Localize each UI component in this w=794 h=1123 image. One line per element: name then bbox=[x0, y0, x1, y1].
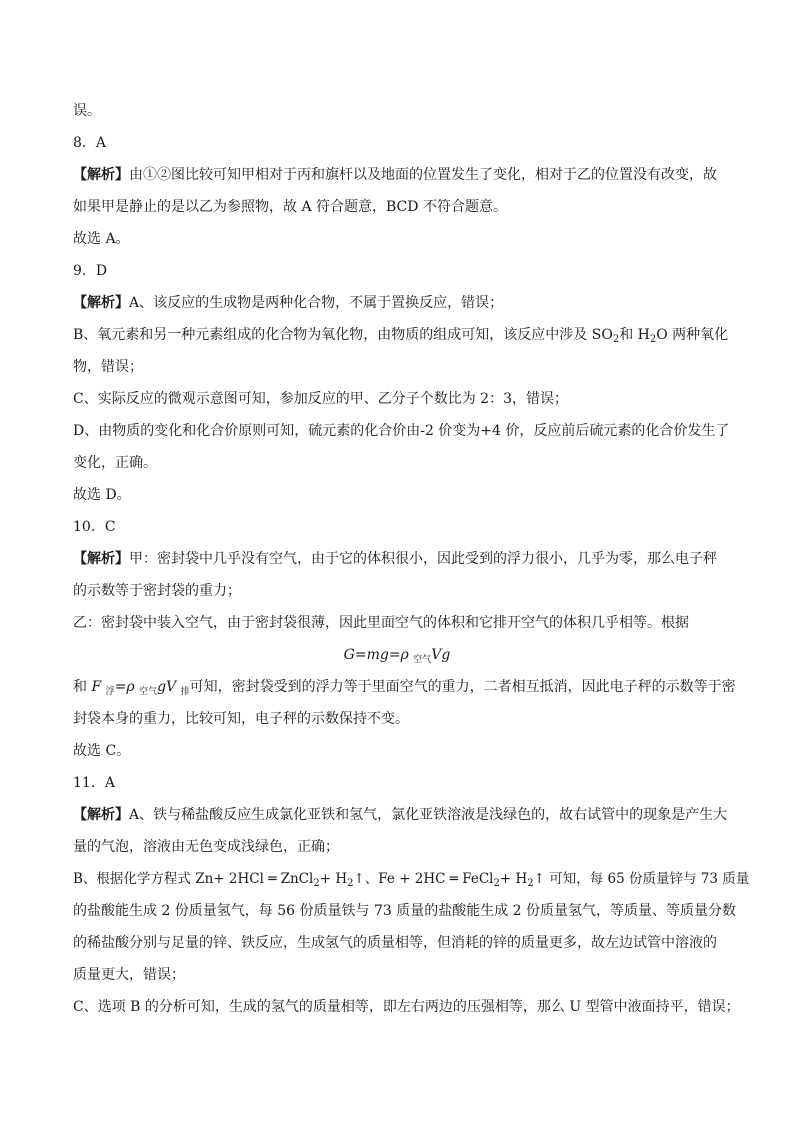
analysis-tag: 【解析】 bbox=[73, 295, 129, 311]
text: ↑ 可知，每 65 份质量锌与 73 质量 bbox=[533, 871, 750, 887]
analysis-tag: 【解析】 bbox=[73, 551, 129, 567]
analysis-8-line-1 bbox=[73, 165, 717, 185]
text-line: 误。 bbox=[73, 103, 101, 119]
analysis-10-line-5: 封袋本身的重力，比较可知，电子秤的示数保持不变。 bbox=[73, 711, 409, 727]
analysis-9-line-4: C、实际反应的微观示意图可知，参加反应的甲、乙分子个数比为 2：3，错误； bbox=[73, 391, 568, 407]
analysis-text: 甲：密封袋中几乎没有空气，由于它的体积很小，因此受到的浮力很小，几乎为零，那么电子秤 bbox=[129, 551, 717, 567]
analysis-tag: 【解析】 bbox=[73, 167, 129, 183]
analysis-10-line-1 bbox=[73, 549, 717, 569]
analysis-9-line-3: 物，错误； bbox=[73, 359, 143, 375]
formula bbox=[0, 645, 794, 670]
analysis-text: 由①②图比较可知甲相对于丙和旗杆以及地面的位置发生了变化，相对于乙的位置没有改变，故 bbox=[129, 167, 717, 183]
analysis-text: A、该反应的生成物是两种化合物，不属于置换反应，错误； bbox=[129, 295, 504, 311]
subscript: 2 bbox=[649, 334, 657, 345]
answer-11: 11．A bbox=[73, 775, 115, 791]
formula-text: =ρ bbox=[114, 679, 140, 695]
analysis-9-line-2 bbox=[73, 325, 728, 350]
text: 可知，密封袋受到的浮力等于里面空气的重力，二者相互抵消，因此电子秤的示数等于密 bbox=[189, 679, 736, 695]
analysis-11-line-5: 的稀盐酸分别与足量的锌、铁反应，生成氢气的质量相等，但消耗的锌的质量更多，故左边试管中溶液的 bbox=[73, 935, 717, 951]
subscript: 2 bbox=[527, 878, 534, 889]
subscript: 2 bbox=[612, 334, 620, 345]
conclusion-10: 故选 C。 bbox=[73, 743, 131, 759]
analysis-8-line-2: 如果甲是静止的是以乙为参照物，故 A 符合题意，BCD 不符合题意。 bbox=[73, 199, 507, 215]
subscript: 空气 bbox=[413, 655, 432, 665]
text: B、氧元素和另一种元素组成的化合物为氧化物，由物质的组成可知，该反应中涉及 SO bbox=[73, 327, 613, 343]
analysis-9-line-1 bbox=[73, 293, 503, 313]
subscript: 2 bbox=[493, 878, 500, 889]
text: 和 H bbox=[619, 327, 650, 343]
formula-text: F bbox=[91, 679, 106, 695]
analysis-9-line-5: D、由物质的变化和化合价原则可知，硫元素的化合价由-2 价变为+4 价，反应前后硫元素的化合价发生了 bbox=[73, 423, 730, 439]
analysis-10-line-4 bbox=[73, 677, 736, 702]
analysis-9-line-6: 变化，正确。 bbox=[73, 455, 157, 471]
subscript: 空气 bbox=[139, 687, 158, 697]
answer-8: 8．A bbox=[73, 135, 107, 151]
text: + H bbox=[499, 871, 528, 887]
subscript: 2 bbox=[313, 878, 320, 889]
formula-text: G=mg=ρ bbox=[343, 647, 414, 663]
analysis-11-line-2: 量的气泡，溶液由无色变成浅绿色，正确； bbox=[73, 839, 339, 855]
answer-10: 10．C bbox=[73, 519, 116, 535]
text: + H bbox=[319, 871, 348, 887]
text: 和 bbox=[73, 679, 92, 695]
formula-text: Vg bbox=[431, 647, 451, 663]
analysis-10-line-2: 的示数等于密封袋的重力； bbox=[73, 583, 241, 599]
subscript: 浮 bbox=[105, 687, 115, 697]
analysis-10-line-3: 乙：密封袋中装入空气，由于密封袋很薄，因此里面空气的体积和它排开空气的体积几乎相等。根据 bbox=[73, 615, 689, 631]
conclusion-8: 故选 A。 bbox=[73, 231, 130, 247]
analysis-11-line-4: 的盐酸能生成 2 份质量氢气，每 56 份质量铁与 73 质量的盐酸能生成 2 份质量氢气，等质量、等质量分数 bbox=[73, 903, 737, 919]
answer-9: 9．D bbox=[73, 263, 108, 279]
text: B、根据化学方程式 Zn+ 2HCl ═ ZnCl bbox=[73, 871, 314, 887]
analysis-11-line-1 bbox=[73, 805, 727, 825]
subscript: 2 bbox=[347, 878, 354, 889]
text: ↑、Fe + 2HC ═ FeCl bbox=[353, 871, 494, 887]
subscript: 排 bbox=[180, 687, 190, 697]
analysis-tag: 【解析】 bbox=[73, 807, 129, 823]
conclusion-9: 故选 D。 bbox=[73, 487, 131, 503]
analysis-11-line-6: 质量更大，错误； bbox=[73, 967, 185, 983]
text: O 两种氧化 bbox=[656, 327, 729, 343]
analysis-11-line-3 bbox=[73, 869, 749, 894]
analysis-11-line-7: C、选项 B 的分析可知，生成的氢气的质量相等，即左右两边的压强相等，那么 U 型管中液面持平，错误； bbox=[73, 999, 740, 1015]
analysis-text: A、铁与稀盐酸反应生成氯化亚铁和氢气，氯化亚铁溶液是浅绿色的，故右试管中的现象是产生大 bbox=[129, 807, 728, 823]
formula-text: gV bbox=[157, 679, 181, 695]
